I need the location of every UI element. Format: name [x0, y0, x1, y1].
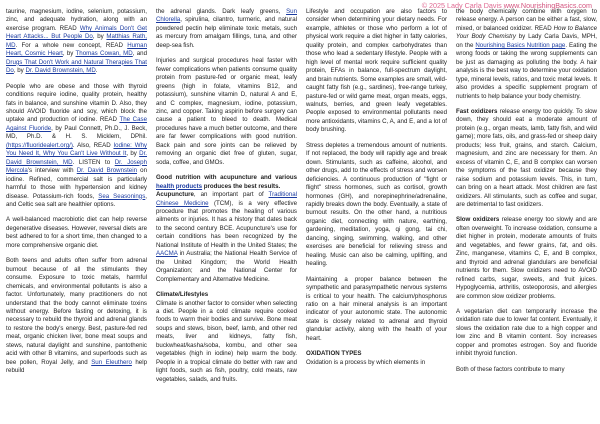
paragraph: the body chemically combine with oxygen to release energy. A person can be either a fast, slow, mixed, or balanced oxidizer. READ How to Balance Your Body Chemistry by Lady Carla Davis, MPH, on the Nourishing Basics Nutrition page. Eating the wrong foods or taking the wrong supplements can be just as damaging as polluting the body. A hair analysis is the best way to determine your oxidation type, mineral levels, ratios, and toxic metal levels. It also provides a specific supplement program of nutrients to help balance your body chemistry.	[456, 8, 597, 100]
book-link[interactable]: Human Heart, Cosmic Heart	[6, 41, 147, 58]
product-link[interactable]: Sun Eleuthero	[91, 358, 132, 366]
book-link[interactable]: The Case Against Fluoride	[6, 116, 148, 132]
tcm-link[interactable]: Traditional Chinese Medicine	[156, 191, 297, 207]
paragraph: Lifestyle and occupation are also factors to consider when determining your dietary needs. For example, athletes or those who perform a lot of physical work require a diet higher in fatty calories, quality protein, and complex carbohydrates than those who lead a sedentary lifestyle. People with a high level of mental work require sufficient quality protein, EFAs in balance, full-spectrum daylight, and brain nutrients. Some examples are small, wild-caught fatty fish (e.g., sardines), free-range turkey, pasture-fed or wild game meat, organ meats, eggs, walnuts, berries, and green leafy vegetables. People exposed to environmental pollutants need more antioxidants, vitamins C, A, and E, and a lot of body brushing.	[306, 8, 447, 134]
paragraph: taurine, magnesium, iodine, selenium, potassium, zinc, and adequate hydration, along with an exercise program. READ Why Animals Don't Get Heart Attacks... But People Do, by Matthias Rath, MD. For a whole new concept, READ Human Heart, Cosmic Heart, by Thomas Cowan, MD, and Drugs That Don't Work and Natural Therapies That Do, by Dr. David Brownstein, MD.	[6, 8, 147, 75]
section-heading: OXIDATION TYPES	[306, 350, 362, 358]
product-link[interactable]: Sun Chlorella	[156, 8, 297, 24]
book-link[interactable]: Drugs That Don't Work and Natural Therapies That Do	[6, 58, 147, 75]
author-link[interactable]: Dr. David Brownstein, MD	[25, 67, 96, 75]
copyright-text: © 2025 Lady Carla Davis	[421, 1, 502, 10]
column-3	[306, 8, 447, 391]
paragraph: Injuries and surgical procedures heal faster with fewer complications when patients consume quality protein from pasture-fed or organic meat, leafy greens (high in folate, vitamins B12, and potassium), sunshine vitamin D, natural A and E, and C complex, magnesium, iodine, potassium, zinc, and copper. Taking aspirin before surgery can cause a patient to bleed to death. Medical procedures have a much better outcome, and there are far fewer complications with good nutrition. Back pain and sore joints can be relieved by removing an organic diet free of gluten, sugar, soda, coffee, and GMOs.	[156, 57, 297, 166]
paragraph: People who are obese and those with thyroid conditions require iodine, quality protein, healthy fats in balance, and sunshine vitamin D. Also, they should AVOID fluoride and soy, which block the uptake and production of iodine. READ The Case Against Fluoride, by Paul Connett, Ph.D., J. Beck, MD, Ph.D. & H. S. Micklem, DPhil. (https://fluoridealert.org/). Also, READ Iodine: Why You Need It, Why You Can't Live Without It, by Dr. David Brownstein, MD. LISTEN to Dr. Joseph Mercola's interview with Dr. David Brownstein on iodine. Refined, commercial salt is particularly harmful to those with hypertension and kidney disease. Potassium-rich foods, Sea Seasonings, and Celtic sea salt are healthier options.	[6, 82, 148, 208]
column-1	[6, 8, 147, 391]
paragraph: Oxidation is a process by which elements in	[306, 358, 426, 366]
book-link[interactable]: Iodine: Why You Need It, Why You Can't Live Without It	[6, 141, 147, 158]
paragraph: the adrenal glands. Dark leafy greens, Sun Chlorella, spirulina, cilantro, turmeric, and natural powdered pectin help eliminate toxic metals, such as mercury from amalgam fillings, tuna, and other deep-sea fish.	[156, 8, 297, 49]
product-link[interactable]: Sea Seasonings	[98, 192, 146, 200]
interview-link[interactable]: Dr. David Brownstein	[76, 167, 137, 175]
paragraph: Fast oxidizers release energy too quickly. To slow down, they should eat a moderate amount of protein (e.g., organ meats, lamb, fatty fish, and wild game); more fats, oils, and grass-fed or sheep dairy products; less fruit, grains, and starch. Calcium, magnesium, and zinc are necessary for them. An excess of vitamin C, E, and B complex can worsen the symptoms of the fast oxidizer because they raise sodium and potassium levels. This, in turn, can bring on a heart attack. Most children are fast oxidizers. All stimulants, such as coffee and sugar, are detrimental to fast oxidizers.	[456, 107, 597, 208]
site-link[interactable]: www.NourishingBasics.com	[503, 1, 592, 10]
aacma-link[interactable]: AACMA	[156, 250, 178, 258]
paragraph: A well-balanced macrobiotic diet can help reverse degenerative diseases. However, reversal diets are best adhered to for a short time, then changed to a more comprehensive organic diet.	[6, 216, 147, 249]
author-link[interactable]: Matthias Rath, MD	[6, 33, 147, 49]
paragraph: Maintaining a proper balance between the sympathetic and parasympathetic nervous systems is critical to your health. The calcium/phosphorus ratio on a hair mineral analysis is an important indicator of your autonomic state. The autonomic state is closely related to adrenal and thyroid glandular activity, along with the health of your heart.	[306, 275, 447, 342]
article-columns	[6, 8, 600, 391]
paragraph: Both of these factors contribute to many	[456, 365, 565, 373]
author-link[interactable]: Thomas Cowan, MD	[75, 50, 133, 58]
author-link[interactable]: Dr. David Brownstein, MD	[6, 150, 147, 166]
column-4	[456, 8, 597, 391]
section-heading: Good nutrition with acupuncture and various health products produces the best results.	[156, 174, 297, 190]
nutrition-page-link[interactable]: Nourishing Basics Nutrition page	[475, 41, 566, 49]
paragraph: Climate is another factor to consider when selecting a diet. People in a cold climate require cooked foods to warm their bodies and survive. Bone meat soups and stews, bison, beef, lamb, and other red meats, liver and kidneys, fatty fish, buckwheat/kasha/soba, kombu, and other sea vegetables (high in iodine) help warm the body. People in a tropical climate do better with raw and light foods, such as fish, poultry, cold meats, raw vegetables, salads, and fruits.	[156, 299, 297, 383]
paragraph: Slow oxidizers release energy too slowly and are often overweight. To increase oxidation, consume a diet higher in protein, moderate amounts of fruits and vegetables, and fewer grains, fat, and oils. Zinc, manganese, vitamins C, E, and B complex, and thyroid and adrenal glandulars are beneficial nutrients for them. Slow oxidizers need to AVOID refined carbs, sugar, sweets, and fruit juices. Hypoglycemia, arthritis, osteoporosis, and allergies are common slow oxidizer problems.	[456, 216, 597, 300]
health-products-link[interactable]: health products	[156, 182, 203, 190]
book-link[interactable]: Why Animals Don't Get Heart Attacks... But People Do	[6, 24, 147, 41]
paragraph: A vegetarian diet can temporarily increase the oxidation rate due to lower fat content. Eventually, it slows the oxidation rate due to a high copper and low zinc and B vitamin content. Soy increases copper and promotes estrogen. Soy and fluoride inhibit thyroid function.	[456, 307, 597, 358]
page-header	[422, 1, 592, 10]
section-heading: Climate/Lifestyles	[156, 291, 209, 299]
column-2	[156, 8, 297, 391]
paragraph: Both teens and adults often suffer from adrenal burnout because of all the stimulants they consume. Exposure to toxic metals, harmful chemicals, and environmental pollutants is also a factor. Unfortunately, many practitioners do not understand that the body cannot eliminate toxins without energy. Before fasting or detoxing, it is necessary to rebuild the thyroid and adrenal glands to restore the body's energy. Best, pasture-fed red meat, organic chicken liver, bone meat soups and stews, natural daylight and sunshine, pantothenic acid with other B vitamins, and superfoods such as bee pollen, Royal Jelly, and Sun Eleuthero help rebuild	[6, 257, 147, 375]
paragraph: Stress depletes a tremendous amount of nutrients. If not replaced, the body will rapidly age and break down. Stimulants, such as caffeine, alcohol, and other drugs, add to the effects of stress and worsen deficiencies. A continuous production of "fight or flight" stress hormones, such as cortisol, growth hormones (GH), and norepinephrine/adrenaline, rapidly breaks down the body. Eventually, a state of burnout results. On the other hand, a nutritious organic diet, connecting with nature, earthing, gardening, meditation, yoga, qi gong, tai chi, dancing, singing, swimming, walking, and other exercises are beneficial for relieving stress and healing. Music can also be calming, uplifting, and healing.	[306, 141, 447, 268]
paragraph: Acupuncture, an important part of Traditional Chinese Medicine (TCM), is a very effective procedure that promotes the healing of various ailments or injuries. It has a history that dates back to the second century BCE. Acupuncture's use for certain conditions has been recognized by the National Institute of Health in the United States; the AACMA in Australia; the National Health Service of the United Kingdom; the World Health Organization; and the National Center for Complementary and Alternative Medicine.	[156, 191, 298, 283]
website-link[interactable]: (https://fluoridealert.org/)	[6, 141, 73, 149]
author-link[interactable]: Dr. Joseph Mercola	[6, 158, 147, 175]
